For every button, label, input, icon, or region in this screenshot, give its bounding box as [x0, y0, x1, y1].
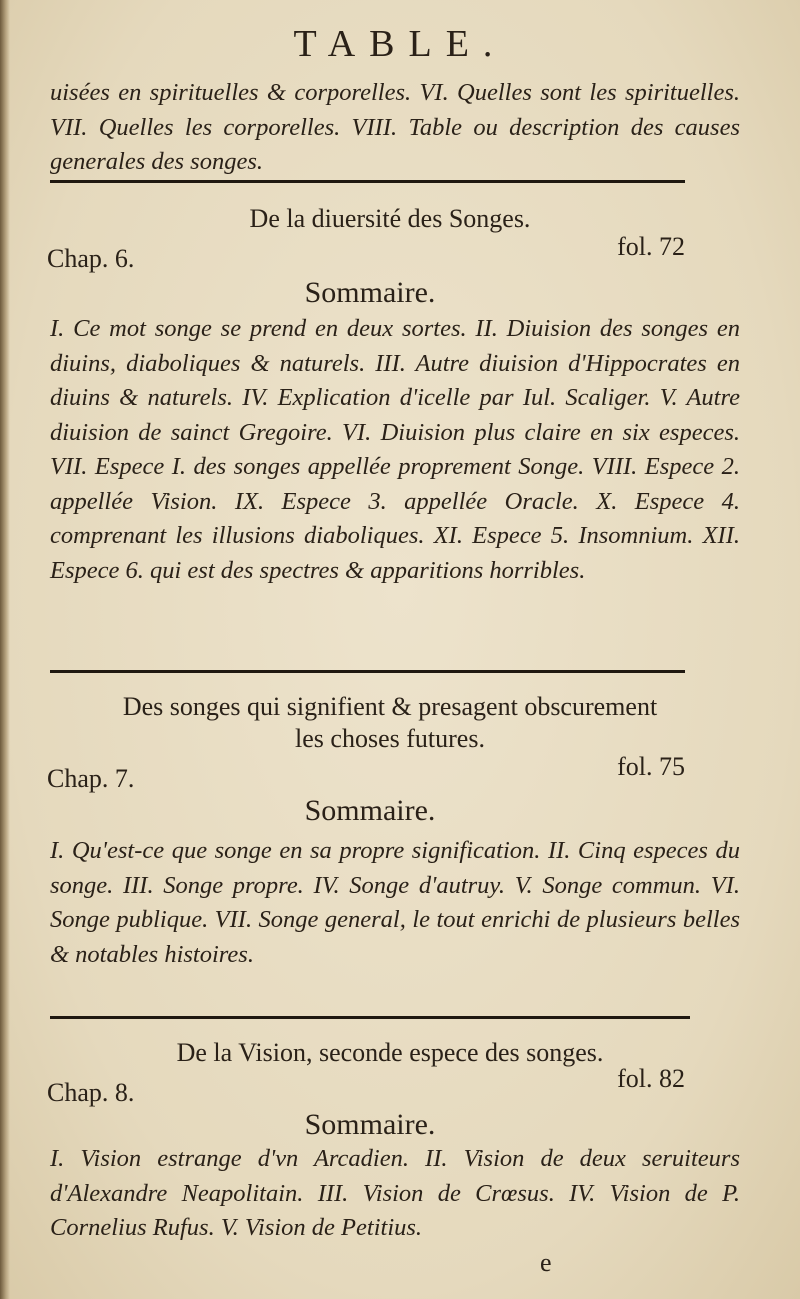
signature-mark: e [540, 1248, 552, 1277]
summary-label: Sommaire. [304, 1108, 436, 1141]
section-divider [50, 1016, 690, 1019]
summary-text: I. Ce mot songe se prend en deux sortes. II. Diuision des songes en diuins, diaboliques & naturels. III. Autre diuision d'Hippocrates en diuins & naturels. IV. Explication d'icelle par Iul. Scaliger. V. Autre diuision de sainct Gregoire. VI. Diuision plus claire en six especes. VII. Espece I. des songes appellée proprement Songe. VIII. Espece 2. appellée Vision. IX. Espece 3. appellée Oracle. X. Espece 4. comprenant les illusions diaboliques. XI. Espece 5. Insomnium. XII. Espece 6. qui est des spectres & apparitions horribles. [50, 315, 740, 584]
intro-text: uisées en spirituelles & corporelles. VI. Quelles sont les spirituelles. VII. Quelles les corporelles. VIII. Table ou description des causes generales des songes. [50, 79, 740, 175]
folio-label: fol. 72 [617, 232, 685, 261]
chapter-label: Chap. 6. [47, 244, 135, 273]
section-title: De la diuersité des Songes. [249, 204, 531, 233]
section-divider [50, 670, 685, 673]
summary-label: Sommaire. [304, 276, 436, 309]
summary-text: I. Qu'est-ce que songe en sa propre signification. II. Cinq especes du songe. III. Songe propre. IV. Songe d'autruy. V. Songe commun. VI. Songe publique. VII. Songe general, le tout enrichi de plusieurs belles & notables histoires. [50, 837, 740, 968]
page-spine-shadow [0, 0, 10, 1299]
chapter-label: Chap. 7. [47, 764, 135, 793]
section-title: De la Vision, seconde espece des songes. [176, 1038, 604, 1067]
running-head: TABLE. [293, 23, 507, 65]
summary-label: Sommaire. [304, 794, 436, 827]
chapter-label: Chap. 8. [47, 1078, 135, 1107]
section-title-line-1: Des songes qui signifient & presagent obscurement [122, 692, 658, 721]
section-divider [50, 180, 685, 183]
summary-text: I. Vision estrange d'vn Arcadien. II. Vision de deux seruiteurs d'Alexandre Neapolitain. III. Vision de Crœsus. IV. Vision de P. Cornelius Rufus. V. Vision de Petitius. [50, 1145, 740, 1241]
section-title-line-2: les choses futures. [295, 724, 485, 753]
folio-label: fol. 75 [617, 752, 685, 781]
folio-label: fol. 82 [617, 1064, 685, 1093]
